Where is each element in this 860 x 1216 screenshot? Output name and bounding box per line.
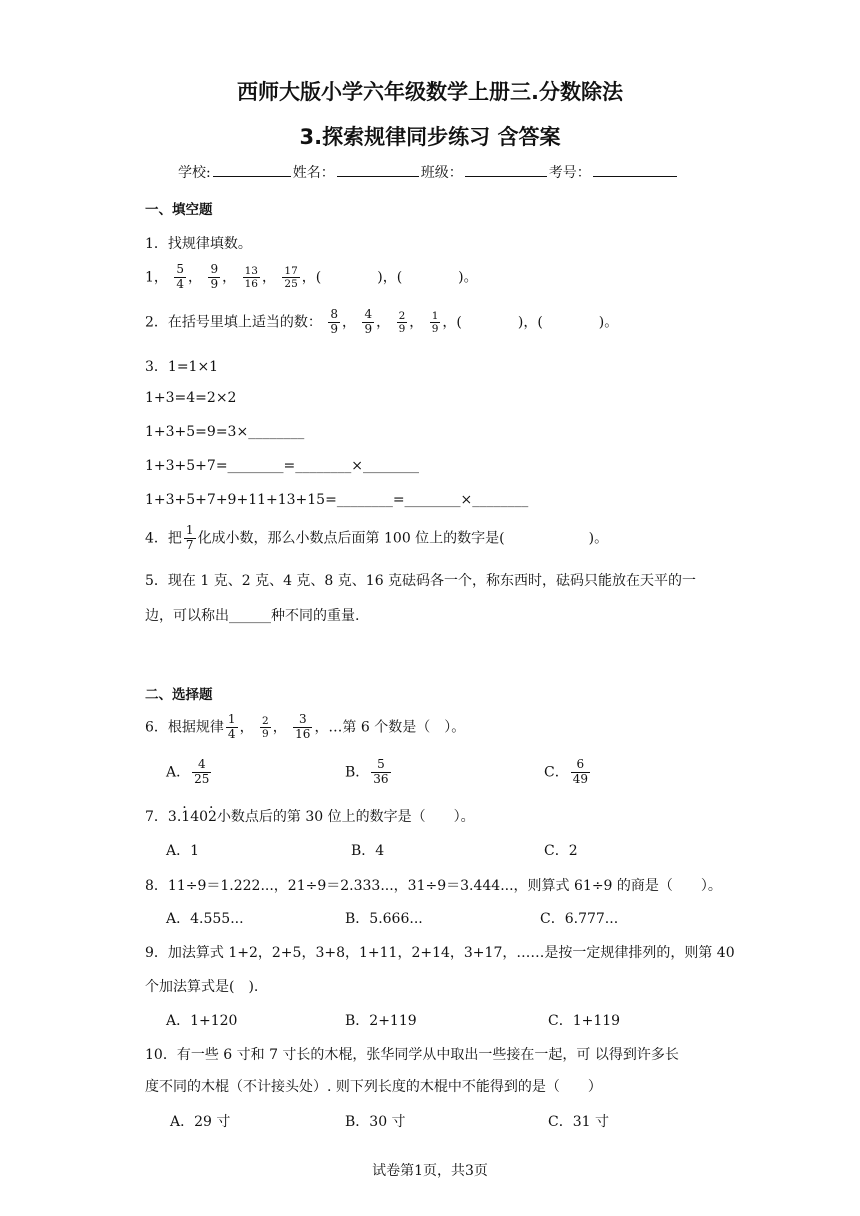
q6-option-b[interactable]: B． $\frac{5}{36}$ — [345, 757, 389, 786]
q2-frac-3: $\frac{2}{9}$ — [398, 309, 406, 335]
q1-frac-4: $\frac{17}{25}$ — [284, 264, 298, 290]
q5-line-1: 5．现在 1 克、2 克、4 克、8 克、16 克砝码各一个，称东西时，砝码只能放在天平的一 — [145, 573, 697, 589]
q1-stem: 1．找规律填数。 — [145, 236, 252, 252]
q1-frac-2: $\frac{9}{9}$ — [210, 262, 219, 291]
q7-option-a[interactable]: A．1 — [166, 843, 200, 859]
q3-line-4[interactable]: 1+3+5+7=________=________×________ — [145, 458, 420, 474]
exam-number-blank[interactable] — [593, 162, 677, 177]
q7-option-b[interactable]: B．4 — [351, 843, 385, 859]
q7-option-c[interactable]: C．2 — [544, 843, 578, 859]
q5-line-2[interactable]: 边，可以称出______种不同的重量. — [145, 608, 360, 624]
q6-frac-1: $\frac{1}{4}$ — [227, 712, 236, 741]
q9-option-c[interactable]: C．1+119 — [548, 1013, 621, 1029]
q8-option-a[interactable]: A．4.555... — [166, 911, 244, 927]
page-title: 西师大版小学六年级数学上册三.分数除法 — [237, 80, 623, 104]
exam-number-label: 考号： — [548, 165, 591, 181]
q2-stem: 2．在括号里填上适当的数： — [145, 314, 322, 331]
q8-stem: 8．11÷9＝1.222...，21÷9＝2.333...，31÷9＝3.444...，则算式 61÷9 的商是（ ）。 — [145, 878, 722, 894]
section-fill-in-title: 一、填空题 — [145, 202, 213, 218]
q6-option-c[interactable]: C． $\frac{6}{49}$ — [544, 757, 588, 786]
q3-line-5[interactable]: 1+3+5+7+9+11+13+15=________=________×________ — [145, 492, 529, 508]
q4-line: 4．把 $\frac{1}{7}$ 化成小数，那么小数点后面第 100 位上的数字是( )。 — [145, 523, 609, 552]
school-label: 学校: — [178, 165, 211, 181]
q6-line: 6．根据规律 $\frac{1}{4}$ ， $\frac{2}{9}$ ， $\frac{3}{16}$ ，…第 6 个数是（ ）。 — [145, 712, 466, 741]
student-info-row — [178, 162, 679, 182]
q3-line-3[interactable]: 1+3+5=9=3×________ — [145, 424, 305, 440]
q10-option-a[interactable]: A．29 寸 — [170, 1114, 231, 1130]
class-label: 班级： — [420, 165, 463, 181]
q1-frac-3: $\frac{13}{16}$ — [244, 264, 258, 290]
q2-frac-4: $\frac{1}{9}$ — [431, 309, 439, 335]
q2-line: 2．在括号里填上适当的数： $\frac{8}{9}$ ， $\frac{4}{9}$ ， $\frac{2}{9}$ ， $\frac{1}{9}$ ，( )，( )。 — [145, 307, 619, 336]
q10-line-1: 10．有一些 6 寸和 7 寸长的木棍，张华同学从中取出一些接在一起，可 以得到许多长 — [145, 1047, 679, 1063]
name-blank[interactable] — [337, 162, 419, 177]
q2-frac-2: $\frac{4}{9}$ — [364, 307, 373, 336]
q1-frac-1: $\frac{5}{4}$ — [176, 262, 185, 291]
q1-answer-blanks[interactable]: ，( )，( )。 — [301, 269, 478, 286]
q8-option-c[interactable]: C．6.777... — [540, 911, 619, 927]
q3-line-2: 1+3=4=2×2 — [145, 390, 237, 406]
q10-line-2: 度不同的木棍（不计接头处）. 则下列长度的木棍中不能得到的是（ ） — [145, 1079, 602, 1095]
school-blank[interactable] — [213, 162, 291, 177]
q1-sequence: 1， $\frac{5}{4}$ ， $\frac{9}{9}$ ， $\frac{13}{16}$ ， $\frac{17}{25}$ ，( )，( )。 — [145, 262, 478, 291]
q8-option-b[interactable]: B．5.666... — [345, 911, 423, 927]
q2-answer-blanks[interactable]: ，( )，( )。 — [442, 314, 619, 331]
q9-line-2: 个加法算式是( ). — [145, 979, 259, 995]
q3-line-1: 3．1=1×1 — [145, 359, 219, 375]
class-blank[interactable] — [465, 162, 547, 177]
q4-text[interactable]: 化成小数，那么小数点后面第 100 位上的数字是( )。 — [197, 530, 609, 547]
name-label: 姓名： — [292, 165, 335, 181]
section-choice-title: 二、选择题 — [145, 687, 213, 703]
q4-frac: $\frac{1}{7}$ — [185, 523, 194, 552]
q2-frac-1: $\frac{8}{9}$ — [330, 307, 339, 336]
q10-option-b[interactable]: B．30 寸 — [345, 1114, 406, 1130]
q9-option-a[interactable]: A．1+120 — [166, 1013, 238, 1029]
q10-option-c[interactable]: C．31 寸 — [548, 1114, 609, 1130]
q7-line: 7．3.· 140· 2小数点后的第 30 位上的数字是（ ）。 — [145, 806, 475, 826]
q9-option-b[interactable]: B．2+119 — [345, 1013, 417, 1029]
q6-option-a[interactable]: A． $\frac{4}{25}$ — [166, 757, 210, 786]
q9-line-1: 9．加法算式 1+2，2+5，3+8，1+11，2+14，3+17，……是按一定规律排列的，则第 40 — [145, 945, 735, 961]
page-footer: 试卷第1页，共3页 — [372, 1163, 488, 1179]
q6-frac-2: $\frac{2}{9}$ — [262, 714, 269, 740]
page-subtitle: 3.探索规律同步练习 含答案 — [299, 125, 561, 149]
q6-frac-3: $\frac{3}{16}$ — [295, 712, 311, 741]
